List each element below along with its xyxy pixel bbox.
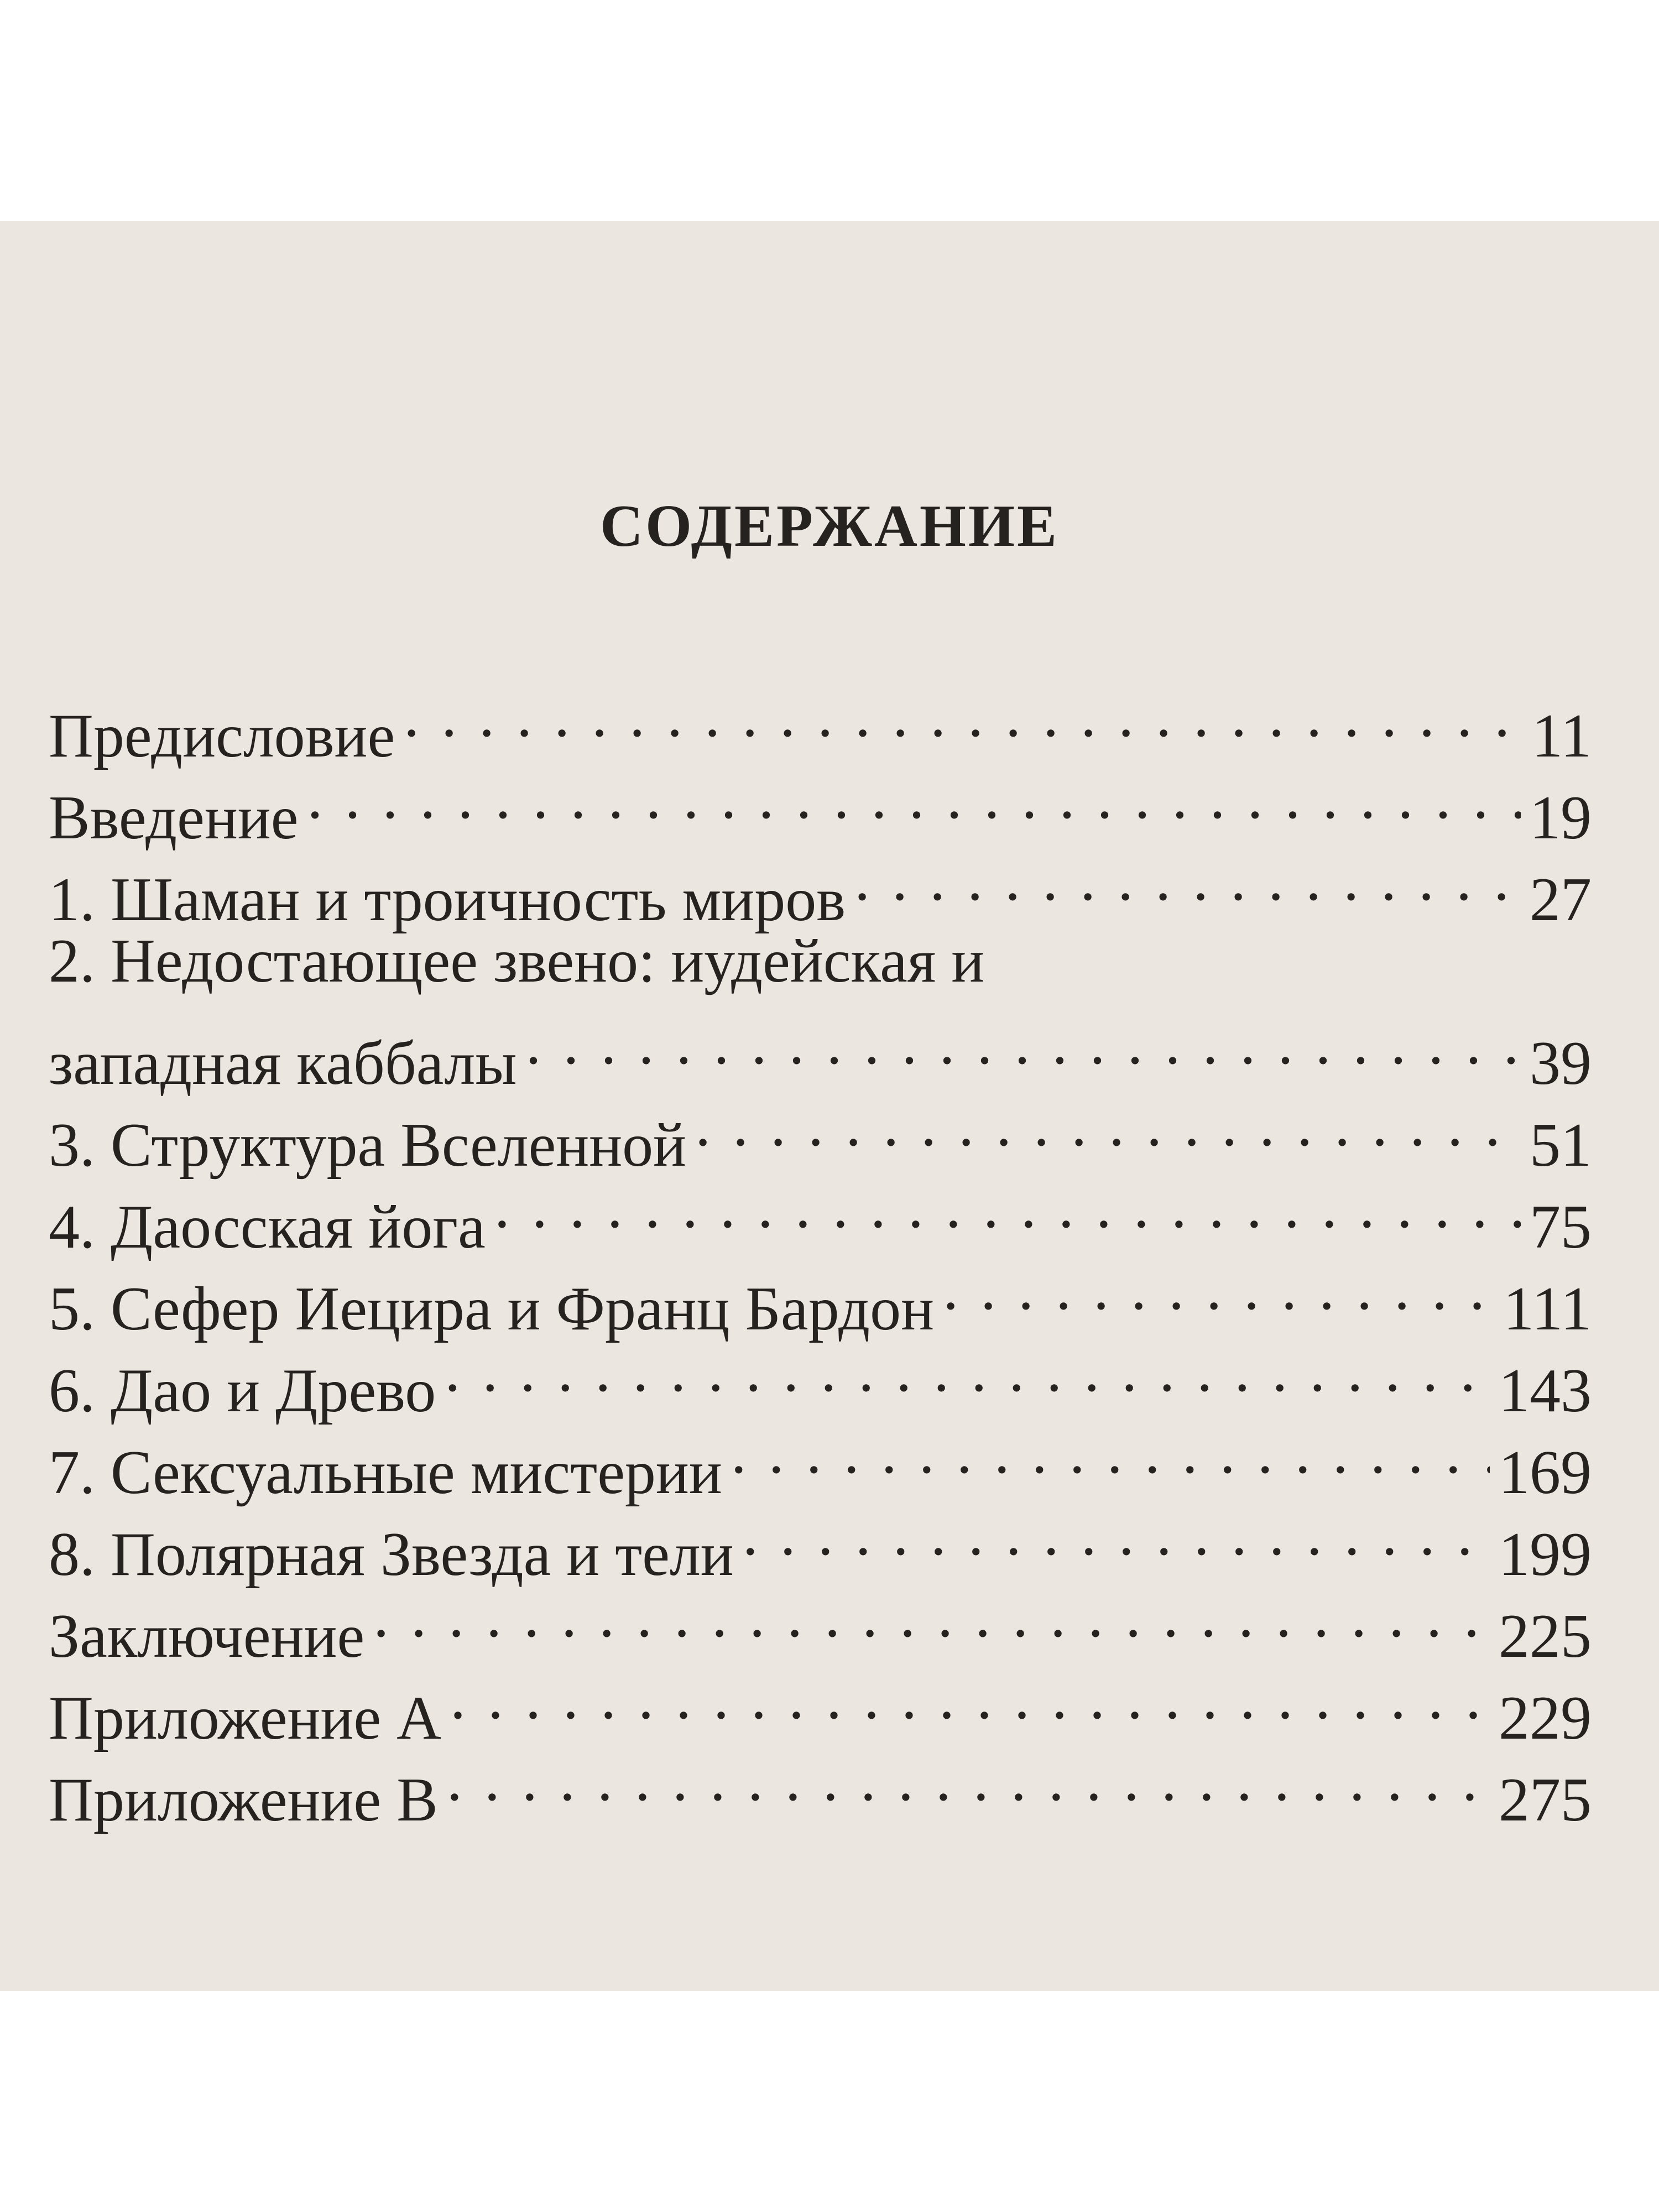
toc-entry-title: 7. Сексуальные мистерии — [49, 1438, 722, 1507]
dot-leader — [404, 675, 1523, 757]
toc-entry-title: 3. Структура Вселенной — [49, 1111, 687, 1180]
dot-leader — [373, 1575, 1490, 1657]
dot-leader — [494, 1166, 1521, 1248]
dot-leader — [450, 1657, 1490, 1739]
toc-entry-page: 19 — [1530, 784, 1592, 852]
toc-entry-page: 51 — [1530, 1111, 1592, 1180]
toc-entry-page: 169 — [1499, 1438, 1592, 1507]
toc-entry-page: 27 — [1530, 865, 1592, 934]
toc-entry-title: 4. Даосская йога — [49, 1193, 486, 1261]
toc-entry-page: 11 — [1532, 702, 1592, 770]
dot-leader — [854, 838, 1521, 920]
toc-entry-title: Введение — [49, 784, 299, 852]
toc-entry — [49, 920, 1592, 1002]
toc-entry-title: 1. Шаман и троичность миров — [49, 865, 846, 934]
toc-entry-title: западная каббалы — [49, 1029, 517, 1098]
dot-leader — [743, 1493, 1490, 1575]
dot-leader — [731, 1411, 1490, 1493]
toc-entry-title: Предисловие — [49, 702, 395, 770]
toc-entry-page: 225 — [1499, 1602, 1592, 1671]
toc-entry-title: Приложение В — [49, 1766, 438, 1834]
toc-entry — [49, 675, 1592, 770]
table-of-contents — [49, 675, 1592, 1834]
toc-entry-page: 143 — [1499, 1357, 1592, 1425]
toc-entry-title: 8. Полярная Звезда и тели — [49, 1520, 734, 1589]
toc-entry-page: 199 — [1499, 1520, 1592, 1589]
toc-entry-title: Заключение — [49, 1602, 365, 1671]
book-page — [0, 221, 1659, 1991]
toc-entry — [49, 1002, 1592, 1098]
toc-entry-page: 229 — [1499, 1684, 1592, 1752]
toc-entry-page: 275 — [1499, 1766, 1592, 1834]
dot-leader — [526, 1002, 1521, 1084]
toc-entry-title: 5. Сефер Иецира и Франц Бардон — [49, 1275, 935, 1343]
toc-entry-page: 111 — [1503, 1275, 1592, 1343]
page-title: СОДЕРЖАНИЕ — [600, 493, 1059, 559]
dot-leader — [943, 1248, 1494, 1329]
dot-leader — [695, 1084, 1521, 1166]
dot-leader — [307, 757, 1521, 838]
dot-leader — [445, 1329, 1490, 1411]
toc-entry-page: 39 — [1530, 1029, 1592, 1098]
toc-entry-page: 75 — [1530, 1193, 1592, 1261]
dot-leader — [447, 1739, 1490, 1820]
toc-entry-title: 6. Дао и Древо — [49, 1357, 436, 1425]
toc-entry-title: 2. Недостающее звено: иудейская и — [49, 927, 985, 995]
toc-entry-title: Приложение А — [49, 1684, 442, 1752]
